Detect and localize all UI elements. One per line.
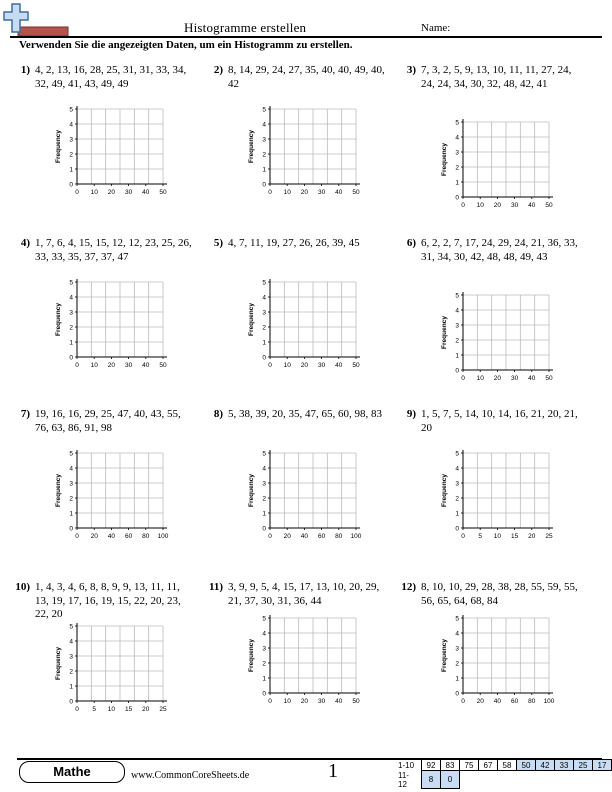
x-tick-label: 0 [461,202,465,209]
y-tick-label: 0 [69,354,73,362]
x-tick-label: 10 [283,362,291,369]
problem-data: 4, 2, 13, 16, 28, 25, 31, 31, 33, 34, 32, 49, 41, 43, 49, 49 [35,64,187,90]
histogram-grid [201,448,401,548]
problem-number: 5) [213,237,223,249]
x-tick-label: 30 [124,189,133,196]
x-tick-label: 40 [335,189,343,196]
y-tick-label: 4 [69,121,73,129]
page-number: 1 [328,760,338,782]
x-tick-label: 20 [493,375,502,382]
y-tick-label: 1 [455,675,459,683]
y-axis-label: Frequency [248,474,255,507]
x-tick-label: 50 [159,362,167,369]
score-row [396,760,612,771]
problem-number: 12) [401,581,416,593]
y-tick-label: 2 [262,324,266,332]
problem-data: 3, 9, 9, 5, 4, 15, 17, 13, 10, 20, 29, 21, 37, 30, 31, 36, 44 [228,581,380,607]
x-tick-label: 40 [528,202,536,209]
x-tick-label: 10 [283,189,291,196]
x-tick-label: 50 [352,189,360,196]
score-cell: 58 [498,760,517,771]
x-tick-label: 50 [159,189,167,196]
x-tick-label: 0 [268,362,272,369]
x-tick-label: 20 [528,533,536,540]
x-tick-label: 0 [461,375,465,382]
histogram-grid [201,277,401,377]
y-tick-label: 0 [455,690,459,698]
problem-data: 5, 38, 39, 20, 35, 47, 65, 60, 98, 83 [228,408,382,420]
x-tick-label: 50 [352,362,360,369]
score-row-label: 1-10 [398,760,415,770]
x-tick-label: 40 [142,189,150,196]
y-tick-label: 5 [262,450,266,458]
x-tick-label: 80 [142,533,150,540]
score-cell: 25 [574,760,593,771]
y-tick-label: 5 [262,279,266,287]
x-tick-label: 40 [528,375,536,382]
instructions: Verwenden Sie die angezeigten Daten, um ein Histogramm zu erstellen. [19,39,353,51]
x-tick-label: 10 [283,698,291,705]
y-tick-label: 1 [69,683,73,691]
y-tick-label: 1 [69,166,73,174]
x-tick-label: 30 [124,362,133,369]
y-tick-label: 4 [262,630,266,638]
problem-number: 9) [406,408,416,420]
y-axis-label: Frequency [55,130,62,163]
y-tick-label: 0 [69,525,73,533]
problem-6 [394,237,584,407]
score-cell: 17 [593,760,612,771]
histogram-grid [201,104,401,204]
x-tick-label: 25 [159,706,167,713]
x-tick-label: 20 [476,698,484,705]
y-tick-label: 5 [262,615,266,623]
problem-9 [394,408,584,578]
y-tick-label: 2 [455,164,459,172]
x-tick-label: 100 [543,698,555,705]
problem-2 [201,64,391,234]
x-tick-label: 10 [90,362,98,369]
y-tick-label: 1 [262,510,266,518]
name-label: Name: [421,22,451,34]
x-tick-label: 20 [142,706,150,713]
x-tick-label: 5 [92,706,97,713]
x-tick-label: 30 [510,375,519,382]
problem-12 [394,581,584,751]
problem-number: 11) [208,581,223,593]
x-tick-label: 5 [478,533,483,540]
y-tick-label: 3 [69,480,73,488]
x-tick-label: 20 [300,189,309,196]
y-axis-label: Frequency [248,130,255,163]
y-tick-label: 1 [455,179,459,187]
x-tick-label: 80 [335,533,343,540]
problem-1 [8,64,198,234]
y-axis-label: Frequency [248,639,255,672]
y-tick-label: 3 [455,149,459,157]
x-tick-label: 20 [90,533,98,540]
histogram-grid [8,277,208,377]
x-tick-label: 40 [300,533,309,540]
score-cell: 92 [422,760,441,771]
y-tick-label: 0 [69,698,73,706]
problem-number: 3) [406,64,416,76]
histogram-grid [394,117,594,217]
x-tick-label: 100 [350,533,362,540]
histogram-grid [201,613,401,713]
problem-number: 8) [213,408,223,420]
x-tick-label: 20 [300,698,309,705]
y-tick-label: 5 [69,623,73,631]
score-row [396,771,612,789]
y-tick-label: 0 [262,690,266,698]
x-tick-label: 0 [268,698,272,705]
x-tick-label: 30 [317,362,326,369]
x-tick-label: 20 [493,202,502,209]
y-tick-label: 1 [69,339,73,347]
y-tick-label: 0 [262,181,266,189]
histogram-grid [394,290,594,390]
brand-label: Mathe [19,761,125,783]
score-table [396,759,612,789]
problem-number: 10) [15,581,30,593]
y-tick-label: 3 [262,645,266,653]
y-tick-label: 2 [69,668,73,676]
y-tick-label: 3 [69,309,73,317]
x-tick-label: 40 [107,533,116,540]
page-title: Histogramme erstellen [184,20,307,35]
x-tick-label: 40 [493,698,502,705]
score-row-label: 11-12 [398,770,409,789]
y-tick-label: 1 [455,510,459,518]
x-tick-label: 60 [510,698,519,705]
problem-data: 7, 3, 2, 5, 9, 13, 10, 11, 11, 27, 24, 24, 24, 34, 30, 32, 48, 42, 41 [421,64,572,90]
y-tick-label: 5 [455,450,459,458]
y-tick-label: 1 [455,352,459,360]
y-tick-label: 4 [69,294,73,302]
x-tick-label: 20 [283,533,291,540]
x-tick-label: 15 [510,533,519,540]
y-tick-label: 1 [69,510,73,518]
histogram-grid [8,621,208,721]
y-tick-label: 0 [262,525,266,533]
y-tick-label: 2 [455,337,459,345]
x-tick-label: 0 [268,189,272,196]
problem-number: 1) [20,64,30,76]
y-tick-label: 4 [455,307,459,315]
y-tick-label: 2 [69,495,73,503]
y-tick-label: 0 [455,367,459,375]
histogram-grid [8,104,208,204]
y-tick-label: 3 [262,480,266,488]
y-tick-label: 2 [262,660,266,668]
y-tick-label: 4 [262,121,266,129]
y-axis-label: Frequency [441,639,448,672]
y-tick-label: 5 [455,292,459,300]
x-tick-label: 80 [528,698,536,705]
y-tick-label: 5 [69,450,73,458]
y-tick-label: 1 [262,166,266,174]
y-tick-label: 4 [69,465,73,473]
problem-5 [201,237,391,407]
y-tick-label: 3 [455,480,459,488]
x-tick-label: 20 [107,189,116,196]
y-tick-label: 2 [69,151,73,159]
y-axis-label: Frequency [441,143,448,176]
y-tick-label: 4 [262,465,266,473]
x-tick-label: 0 [75,189,79,196]
problem-data: 8, 14, 29, 24, 27, 35, 40, 40, 49, 40, 42 [228,64,385,90]
y-tick-label: 3 [455,645,459,653]
score-cell: 33 [555,760,574,771]
problem-data: 1, 4, 3, 4, 6, 8, 8, 9, 9, 13, 11, 11, 13, 19, 17, 16, 19, 15, 22, 20, 23, 22, 20 [35,581,181,620]
problem-data: 4, 7, 11, 19, 27, 26, 26, 39, 45 [228,237,360,249]
problem-4 [8,237,198,407]
problem-data: 1, 5, 7, 5, 14, 10, 14, 16, 21, 20, 21, 20 [421,408,578,434]
x-tick-label: 20 [107,362,116,369]
problem-number: 4) [20,237,30,249]
score-cell: 8 [422,771,441,789]
histogram-grid [394,448,594,548]
x-tick-label: 60 [124,533,133,540]
y-tick-label: 2 [262,495,266,503]
y-tick-label: 3 [455,322,459,330]
y-tick-label: 2 [69,324,73,332]
x-tick-label: 40 [335,362,343,369]
y-tick-label: 5 [455,615,459,623]
y-tick-label: 4 [69,638,73,646]
problem-8 [201,408,391,578]
y-tick-label: 1 [262,339,266,347]
x-tick-label: 30 [317,189,326,196]
x-tick-label: 60 [317,533,326,540]
y-tick-label: 4 [455,134,459,142]
y-tick-label: 0 [69,181,73,189]
y-tick-label: 3 [262,136,266,144]
y-tick-label: 0 [455,525,459,533]
x-tick-label: 0 [461,698,465,705]
x-tick-label: 10 [476,202,484,209]
y-tick-label: 0 [262,354,266,362]
x-tick-label: 0 [75,706,79,713]
y-axis-label: Frequency [441,474,448,507]
y-tick-label: 2 [455,495,459,503]
y-tick-label: 1 [262,675,266,683]
x-tick-label: 15 [124,706,133,713]
logo-icon [0,0,70,38]
y-tick-label: 2 [455,660,459,668]
header-divider [10,36,602,38]
x-tick-label: 0 [75,533,79,540]
y-tick-label: 5 [69,106,73,114]
x-tick-label: 100 [157,533,169,540]
problem-data: 1, 7, 6, 4, 15, 15, 12, 12, 23, 25, 26, 33, 33, 35, 37, 37, 47 [35,237,192,263]
x-tick-label: 10 [493,533,502,540]
x-tick-label: 0 [75,362,79,369]
x-tick-label: 10 [107,706,116,713]
problem-number: 6) [406,237,416,249]
x-tick-label: 50 [545,202,553,209]
x-tick-label: 50 [352,698,360,705]
y-tick-label: 2 [262,151,266,159]
y-axis-label: Frequency [55,303,62,336]
y-tick-label: 3 [69,136,73,144]
y-tick-label: 4 [455,630,459,638]
y-tick-label: 5 [262,106,266,114]
y-tick-label: 5 [455,119,459,127]
x-tick-label: 40 [142,362,150,369]
y-axis-label: Frequency [441,316,448,349]
score-cell: 75 [460,760,479,771]
y-tick-label: 4 [262,294,266,302]
problem-data: 8, 10, 10, 29, 28, 38, 28, 55, 59, 55, 56, 65, 64, 68, 84 [421,581,578,607]
site-url: www.CommonCoreSheets.de [131,770,250,781]
y-tick-label: 4 [455,465,459,473]
problem-11 [201,581,391,751]
x-tick-label: 30 [510,202,519,209]
y-axis-label: Frequency [55,647,62,680]
x-tick-label: 20 [300,362,309,369]
x-tick-label: 0 [268,533,272,540]
y-axis-label: Frequency [248,303,255,336]
x-tick-label: 30 [317,698,326,705]
problem-data: 19, 16, 16, 29, 25, 47, 40, 43, 55, 76, 63, 86, 91, 98 [35,408,181,434]
score-cell: 67 [479,760,498,771]
problem-10 [8,581,198,751]
x-tick-label: 0 [461,533,465,540]
x-tick-label: 10 [476,375,484,382]
x-tick-label: 10 [90,189,98,196]
problem-data: 6, 2, 2, 7, 17, 24, 29, 24, 21, 36, 33, 31, 34, 30, 42, 48, 48, 49, 43 [421,237,578,263]
histogram-grid [8,448,208,548]
y-tick-label: 5 [69,279,73,287]
x-tick-label: 50 [545,375,553,382]
score-cell: 0 [441,771,460,789]
problem-7 [8,408,198,578]
x-tick-label: 25 [545,533,553,540]
y-tick-label: 3 [262,309,266,317]
score-cell: 83 [441,760,460,771]
problem-number: 7) [20,408,30,420]
problem-3 [394,64,584,234]
histogram-grid [394,613,594,713]
problem-number: 2) [213,64,223,76]
y-tick-label: 0 [455,194,459,202]
x-tick-label: 40 [335,698,343,705]
y-tick-label: 3 [69,653,73,661]
y-axis-label: Frequency [55,474,62,507]
score-cell: 50 [517,760,536,771]
score-cell: 42 [536,760,555,771]
